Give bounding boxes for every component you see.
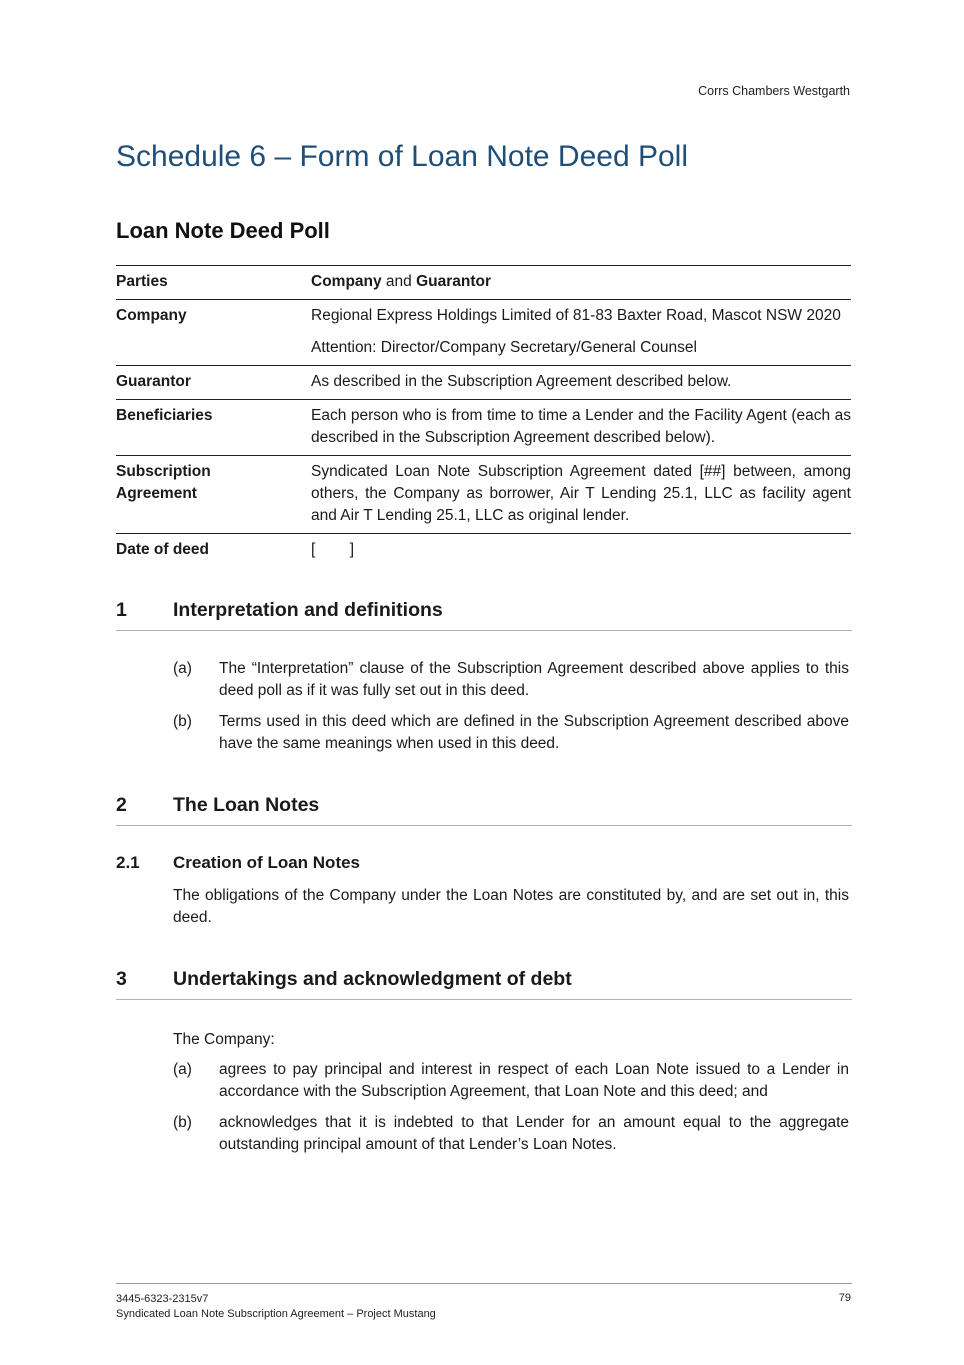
item-marker: (b) [173,1114,192,1131]
item-marker: (a) [173,1061,192,1078]
list-item [173,711,849,755]
header-firm-name: Corrs Chambers Westgarth [698,84,850,98]
table-row [116,366,851,400]
list-item [173,1112,849,1156]
footer-doc-title: Syndicated Loan Note Subscription Agreement – Project Mustang [116,1308,436,1320]
table-row [116,266,851,300]
table-row [116,456,851,534]
item-text: The “Interpretation” clause of the Subscription Agreement described above applies to this deed poll as if it was fully set out in this deed. [219,660,849,699]
footer-page-number: 79 [838,1292,851,1304]
footer-divider [116,1283,852,1284]
section-number: 2 [116,794,127,816]
row-label: Subscription Agreement [116,456,311,534]
subsection-title: Creation of Loan Notes [173,853,361,872]
section-heading [116,599,852,631]
list-item [173,658,849,702]
row-label: Date of deed [116,534,311,568]
section-title: Undertakings and acknowledgment of debt [173,968,572,990]
row-value: [ ] [311,534,851,568]
company-address: Regional Express Holdings Limited of 81-83 Baxter Road, Mascot NSW 2020 [311,307,841,324]
section-title: Interpretation and definitions [173,599,443,621]
list-item [173,1059,849,1103]
section-heading [116,968,852,1000]
row-value [311,266,851,300]
row-label: Parties [116,266,311,300]
section-heading [116,794,852,826]
footer-reference [116,1292,436,1322]
item-marker: (b) [173,713,192,730]
company-attention: Attention: Director/Company Secretary/General Counsel [311,339,697,356]
row-value: Each person who is from time to time a Lender and the Facility Agent (each as described in the Subscription Agreement described below). [311,400,851,456]
item-text: acknowledges that it is indebted to that Lender for an amount equal to the aggregate outstanding principal amount of that Lender’s Loan Notes. [219,1114,849,1153]
parties-company: Company [311,273,382,290]
subsection-number: 2.1 [116,853,140,872]
row-value: Syndicated Loan Note Subscription Agreement dated [##] between, among others, the Company as borrower, Air T Lending 25.1, LLC as facility agent and Air T Lending 25.1, LLC as original lender. [311,456,851,534]
subsection-heading [116,853,360,873]
row-value: As described in the Subscription Agreement described below. [311,366,851,400]
item-marker: (a) [173,660,192,677]
section-number: 3 [116,968,127,990]
row-label: Company [116,300,311,366]
schedule-title: Schedule 6 – Form of Loan Note Deed Poll [116,140,689,173]
table-row [116,300,851,366]
parties-join: and [381,273,417,290]
section-title: The Loan Notes [173,794,320,816]
row-label: Guarantor [116,366,311,400]
section-number: 1 [116,599,127,621]
row-label: Beneficiaries [116,400,311,456]
row-value [311,300,851,366]
table-row [116,400,851,456]
deed-title: Loan Note Deed Poll [116,218,330,243]
parties-table [116,265,851,567]
item-text: Terms used in this deed which are defined in the Subscription Agreement described above have the same meanings when used in this deed. [219,713,849,752]
parties-guarantor: Guarantor [416,273,492,290]
item-text: agrees to pay principal and interest in respect of each Loan Note issued to a Lender in accordance with the Subscription Agreement, that Loan Note and this deed; and [219,1061,849,1100]
paragraph-intro: The Company: [173,1031,275,1048]
paragraph: The obligations of the Company under the Loan Notes are constituted by, and are set out in, this deed. [173,887,849,926]
table-row [116,534,851,568]
footer-doc-ref: 3445-6323-2315v7 [116,1293,209,1305]
